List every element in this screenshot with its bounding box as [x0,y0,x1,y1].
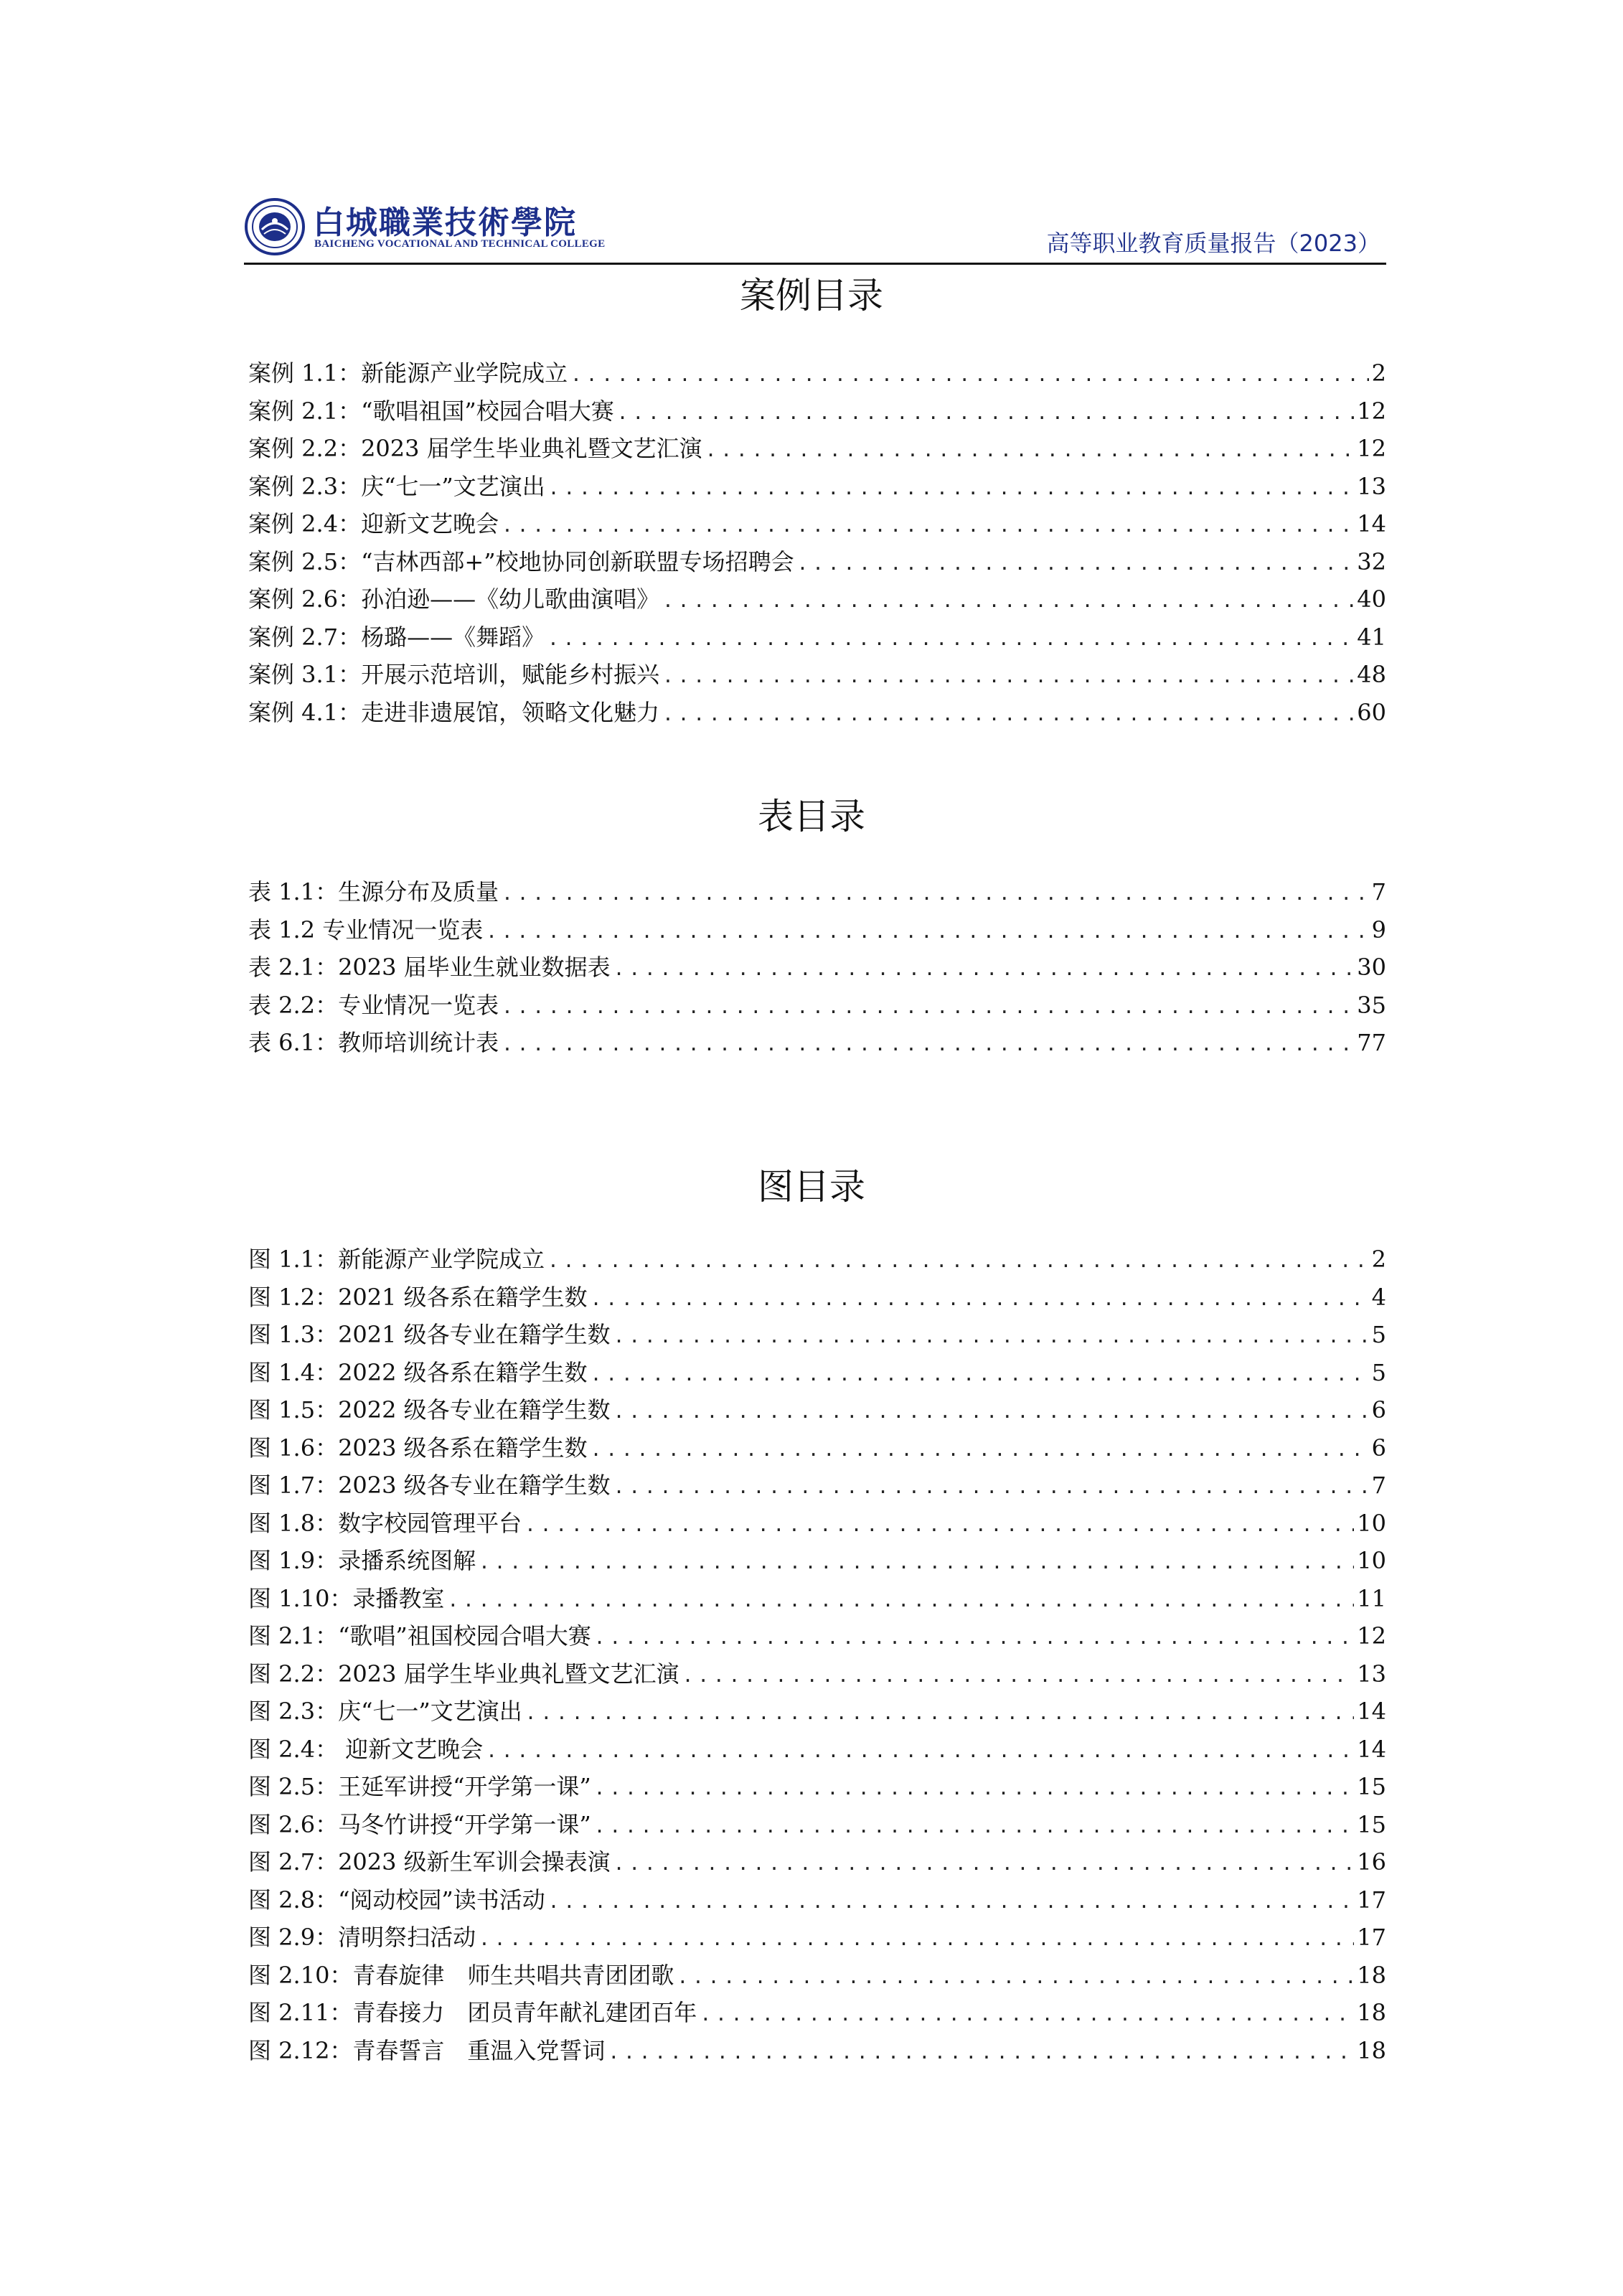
dot-leader [547,1251,1369,1272]
dot-leader [613,1853,1355,1875]
toc-entry-label: 表 1.1：生源分布及质量 [248,878,499,905]
toc-entry-label: 案例 2.6：孙泊逊——《幼儿歌曲演唱》 [248,585,660,613]
toc-entry-page: 17 [1357,1924,1386,1951]
toc-entry[interactable] [248,912,1386,950]
toc-entry-label: 图 2.12：青春誓言 重温入党誓词 [248,2036,606,2064]
toc-entry[interactable] [248,1355,1386,1393]
college-name-cn: 白城職業技術學院 [313,204,577,241]
dot-leader [547,629,1354,650]
toc-entry-page: 15 [1357,1810,1386,1838]
toc-entry-page: 5 [1371,1358,1386,1386]
college-logo [244,197,606,257]
dot-leader [613,1326,1369,1347]
toc-entry[interactable] [248,1025,1386,1063]
toc-entry[interactable] [248,1279,1386,1317]
toc-entry[interactable] [248,1656,1386,1694]
dot-leader [594,1816,1354,1838]
figure-list [248,1241,1386,2070]
dot-leader [662,704,1354,725]
dot-leader [594,1627,1354,1649]
toc-entry-page: 7 [1371,1472,1386,1499]
toc-entry[interactable] [248,544,1386,582]
toc-entry-label: 图 1.1：新能源产业学院成立 [248,1246,545,1273]
dot-leader [502,1034,1354,1055]
college-emblem-icon [244,197,306,257]
toc-entry-page: 14 [1357,510,1386,537]
toc-entry-page: 2 [1371,359,1386,387]
page-header [244,188,1386,263]
dot-leader [705,440,1355,461]
toc-entry-page: 12 [1357,435,1386,462]
dot-leader [479,1552,1354,1573]
toc-entry-label: 案例 1.1：新能源产业学院成立 [248,359,568,387]
toc-entry[interactable] [248,1543,1386,1581]
toc-entry-page: 12 [1357,397,1386,425]
toc-entry-page: 41 [1357,623,1386,651]
toc-entry[interactable] [248,1957,1386,1995]
toc-entry-label: 表 2.2：专业情况一览表 [248,991,499,1019]
dot-leader [502,997,1354,1018]
toc-entry-page: 2 [1371,1246,1386,1273]
toc-entry[interactable] [248,2033,1386,2071]
report-title: 高等职业教育质量报告（2023） [1046,230,1380,257]
toc-entry-page: 13 [1357,472,1386,500]
toc-entry[interactable] [248,1467,1386,1505]
toc-entry[interactable] [248,1581,1386,1619]
dot-leader [502,515,1354,537]
toc-entry-label: 图 2.6：马冬竹讲授“开学第一课” [248,1810,591,1838]
toc-entry[interactable] [248,949,1386,987]
toc-entry-page: 11 [1357,1584,1386,1612]
toc-entry-label: 图 1.5：2022 级各专业在籍学生数 [248,1396,611,1424]
toc-entry-page: 9 [1371,916,1386,944]
dot-leader [447,1590,1354,1612]
toc-entry-label: 表 1.2 专业情况一览表 [248,916,484,944]
dot-leader [613,1401,1369,1423]
toc-entry-page: 60 [1357,698,1386,726]
toc-entry[interactable] [248,469,1386,507]
toc-entry-page: 7 [1371,878,1386,905]
toc-entry-label: 图 2.8：“阅动校园”读书活动 [248,1886,545,1914]
toc-entry-page: 10 [1357,1509,1386,1537]
dot-leader [682,1665,1355,1687]
table-list [248,874,1386,1063]
dot-leader [613,959,1355,980]
toc-entry-page: 6 [1371,1434,1386,1462]
case-list-title: 案例目录 [740,275,883,316]
toc-entry[interactable] [248,619,1386,657]
toc-entry[interactable] [248,1618,1386,1656]
toc-entry-page: 10 [1357,1547,1386,1574]
dot-leader [591,1289,1369,1310]
dot-leader [486,921,1368,943]
dot-leader [700,2004,1354,2026]
toc-entry-label: 图 2.3：庆“七一”文艺演出 [248,1698,522,1725]
toc-entry[interactable] [248,1769,1386,1807]
toc-entry[interactable] [248,1919,1386,1957]
dot-leader [570,364,1369,386]
dot-leader [502,883,1369,905]
toc-entry[interactable] [248,657,1386,695]
dot-leader [797,553,1355,575]
toc-entry-label: 图 2.11：青春接力 团员青年献礼建团百年 [248,1999,697,2026]
toc-entry[interactable] [248,874,1386,912]
toc-entry-label: 图 2.5：王延军讲授“开学第一课” [248,1773,591,1800]
toc-entry[interactable] [248,1241,1386,1279]
toc-entry-page: 18 [1357,2036,1386,2064]
toc-entry-page: 40 [1357,585,1386,613]
dot-leader [548,1891,1354,1913]
toc-entry-label: 案例 2.3：庆“七一”文艺演出 [248,472,545,500]
dot-leader [662,591,1354,612]
header-divider [244,263,1386,265]
toc-entry-label: 图 2.7：2023 级新生军训会操表演 [248,1848,611,1876]
dot-leader [479,1929,1354,1950]
dot-leader [486,1741,1354,1762]
dot-leader [613,1477,1369,1498]
toc-entry-label: 图 1.2：2021 级各系在籍学生数 [248,1283,588,1311]
toc-entry-page: 48 [1357,661,1386,688]
toc-entry[interactable] [248,1995,1386,2033]
toc-entry-page: 14 [1357,1698,1386,1725]
dot-leader [524,1515,1354,1536]
toc-entry-label: 图 1.9：录播系统图解 [248,1547,476,1574]
case-list [248,355,1386,732]
toc-entry-page: 4 [1371,1283,1386,1311]
table-list-title: 表目录 [758,796,865,837]
toc-entry-label: 案例 2.4：迎新文艺晚会 [248,510,499,537]
toc-entry-label: 表 6.1：教师培训统计表 [248,1029,499,1056]
toc-entry-label: 案例 4.1：走进非遗展馆，领略文化魅力 [248,698,660,726]
toc-entry[interactable] [248,1693,1386,1731]
toc-entry-page: 18 [1357,1999,1386,2026]
toc-entry[interactable] [248,506,1386,544]
dot-leader [591,1439,1369,1461]
toc-entry-label: 图 2.9：清明祭扫活动 [248,1924,476,1951]
toc-entry-label: 图 1.8：数字校园管理平台 [248,1509,522,1537]
toc-entry-label: 图 1.7：2023 级各专业在籍学生数 [248,1472,611,1499]
toc-entry[interactable] [248,1807,1386,1845]
toc-entry[interactable] [248,1317,1386,1355]
toc-entry[interactable] [248,355,1386,393]
toc-entry[interactable] [248,393,1386,431]
toc-entry-page: 32 [1357,547,1386,575]
toc-entry-page: 15 [1357,1773,1386,1800]
dot-leader [677,1967,1354,1988]
toc-entry-page: 5 [1371,1321,1386,1348]
toc-entry-label: 图 2.2：2023 届学生毕业典礼暨文艺汇演 [248,1660,679,1688]
toc-entry[interactable] [248,1731,1386,1769]
toc-entry-page: 35 [1357,991,1386,1019]
dot-leader [662,666,1354,687]
toc-entry[interactable] [248,695,1386,733]
figure-list-title: 图目录 [758,1166,865,1208]
dot-leader [594,1778,1354,1799]
toc-entry-label: 案例 2.2：2023 届学生毕业典礼暨文艺汇演 [248,435,702,462]
toc-entry-page: 18 [1357,1961,1386,1989]
toc-entry-page: 77 [1357,1029,1386,1056]
toc-entry-label: 图 2.4： 迎新文艺晚会 [248,1735,484,1763]
toc-entry-label: 图 1.4：2022 级各系在籍学生数 [248,1358,588,1386]
dot-leader [525,1703,1354,1724]
toc-entry-label: 图 1.6：2023 级各系在籍学生数 [248,1434,588,1462]
toc-entry-label: 案例 3.1：开展示范培训，赋能乡村振兴 [248,661,660,688]
toc-entry-label: 图 1.3：2021 级各专业在籍学生数 [248,1321,611,1348]
toc-entry[interactable] [248,1882,1386,1920]
college-name-en: BAICHENG VOCATIONAL AND TECHNICAL COLLEGE [314,238,606,250]
toc-entry-page: 30 [1357,954,1386,981]
toc-entry-label: 表 2.1：2023 届毕业生就业数据表 [248,954,611,981]
dot-leader [548,478,1354,499]
toc-entry-page: 12 [1357,1622,1386,1650]
toc-entry[interactable] [248,1844,1386,1882]
toc-entry-page: 16 [1357,1848,1386,1876]
dot-leader [608,2042,1354,2064]
toc-entry[interactable] [248,1392,1386,1430]
toc-entry-page: 17 [1357,1886,1386,1914]
toc-entry[interactable] [248,987,1386,1025]
toc-entry-label: 案例 2.5：“吉林西部+”校地协同创新联盟专场招聘会 [248,547,794,575]
toc-entry-page: 6 [1371,1396,1386,1424]
toc-entry[interactable] [248,430,1386,469]
toc-entry-label: 案例 2.1：“歌唱祖国”校园合唱大赛 [248,397,614,425]
toc-entry-label: 图 2.1：“歌唱”祖国校园合唱大赛 [248,1622,591,1650]
toc-entry[interactable] [248,1430,1386,1468]
dot-leader [617,403,1354,424]
toc-entry[interactable] [248,581,1386,619]
toc-entry-page: 13 [1357,1660,1386,1688]
toc-entry-label: 图 1.10：录播教室 [248,1584,445,1612]
toc-entry-label: 案例 2.7：杨璐——《舞蹈》 [248,623,545,651]
toc-entry[interactable] [248,1505,1386,1543]
toc-entry-page: 14 [1357,1735,1386,1763]
dot-leader [591,1364,1369,1385]
toc-entry-label: 图 2.10：青春旋律 师生共唱共青团团歌 [248,1961,674,1989]
